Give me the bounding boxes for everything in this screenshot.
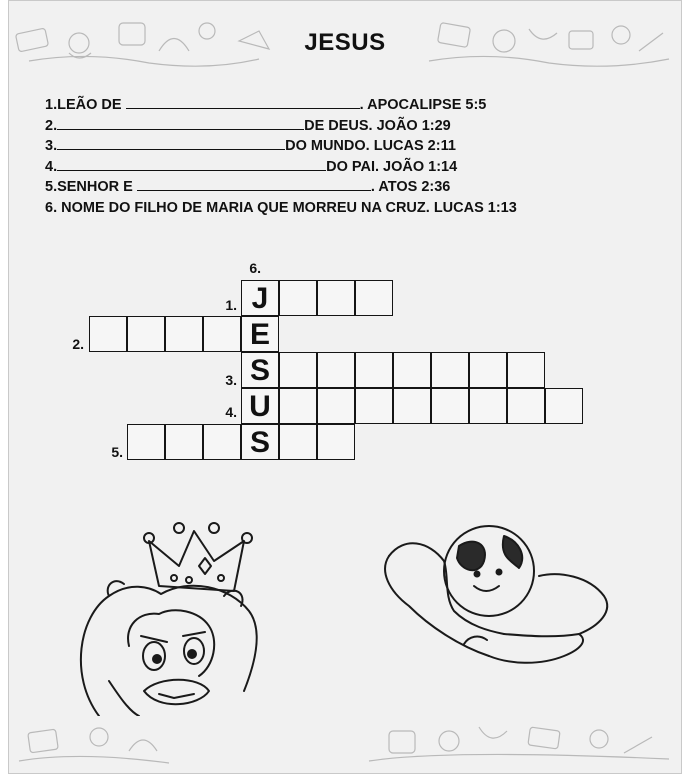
clue-text: 2. (45, 117, 58, 134)
crossword-letter: U (249, 390, 271, 423)
crossword-number-1: 1. (225, 297, 237, 313)
crossword-cell[interactable] (507, 388, 545, 424)
crossword-cell[interactable] (89, 316, 127, 352)
crossword-cell[interactable] (393, 352, 431, 388)
clue-reference: DE DEUS. JOÃO 1:29 (304, 117, 451, 134)
clue-text: 5.SENHOR E (45, 179, 137, 195)
clue-text: 3. (45, 138, 58, 154)
crossword-cell[interactable] (127, 424, 165, 460)
page-title: JESUS (304, 29, 386, 56)
crossword-cell[interactable] (317, 352, 355, 388)
clue-reference: DO MUNDO. LUCAS 2:11 (285, 138, 456, 154)
crossword-number-6: 6. (249, 260, 261, 276)
crossword-letter: E (249, 318, 270, 351)
crossword-letter: J (251, 282, 269, 315)
crossword-cell[interactable] (355, 352, 393, 388)
crossword-number-2: 2. (72, 336, 84, 352)
worksheet (8, 0, 682, 774)
crossword-cell[interactable] (317, 280, 355, 316)
crossword-cell[interactable] (469, 352, 507, 388)
crossword-cell[interactable] (279, 388, 317, 424)
crossword-cell[interactable] (431, 388, 469, 424)
globe-in-hands-icon (379, 516, 639, 686)
clue-reference: DO PAI. JOÃO 1:14 (326, 158, 458, 175)
crossword-cell[interactable] (469, 388, 507, 424)
crossword-number-5: 5. (111, 444, 123, 460)
crossword-letter: S (249, 426, 270, 459)
crossword-number-4: 4. (225, 404, 237, 420)
clue-reference: . APOCALIPSE 5:5 (359, 97, 487, 113)
crossword-cell[interactable] (279, 280, 317, 316)
crossword-cell[interactable] (317, 424, 355, 460)
crossword-cell[interactable] (393, 388, 431, 424)
crossword-cell[interactable] (431, 352, 469, 388)
clue-text: 1.LEÃO DE (45, 97, 126, 113)
crossword-cell[interactable] (279, 352, 317, 388)
clue-text: 4. (45, 158, 58, 175)
crossword-cell[interactable] (355, 280, 393, 316)
crossword-cell[interactable] (203, 424, 241, 460)
crossword-letter: S (249, 354, 270, 387)
clue-text: 6. NOME DO FILHO DE MARIA QUE MORREU NA CRUZ. LUCAS 1:13 (45, 199, 517, 216)
crossword-cell[interactable] (355, 388, 393, 424)
crossword-cell[interactable] (317, 388, 355, 424)
crossword-cell[interactable] (545, 388, 583, 424)
decorative-border-bottom (9, 701, 681, 771)
crossword-cell[interactable] (165, 424, 203, 460)
crossword-cell[interactable] (165, 316, 203, 352)
crossword-number-3: 3. (225, 372, 237, 388)
clue-reference: . ATOS 2:36 (370, 179, 451, 195)
crossword-cell[interactable] (203, 316, 241, 352)
crossword-cell[interactable] (507, 352, 545, 388)
crossword-cell[interactable] (127, 316, 165, 352)
crossword-cell[interactable] (279, 424, 317, 460)
lion-with-crown-icon (49, 516, 309, 716)
